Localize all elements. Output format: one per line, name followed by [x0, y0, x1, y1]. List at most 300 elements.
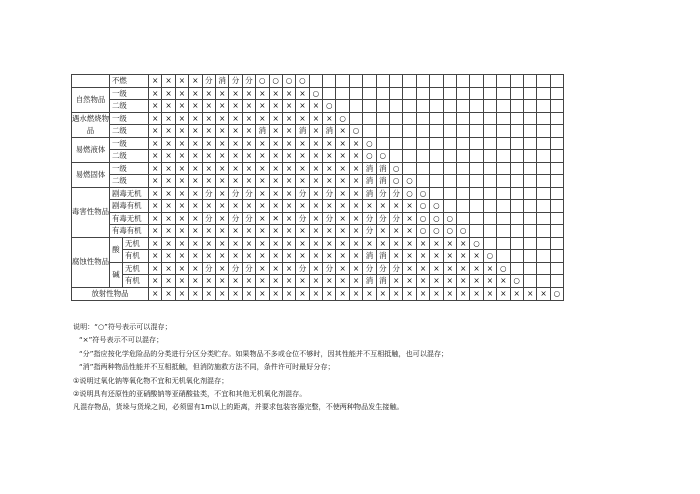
table-cell: ×	[470, 287, 483, 300]
table-cell	[497, 125, 510, 138]
table-cell: ○	[390, 175, 403, 188]
table-cell: ×	[202, 275, 215, 288]
table-cell: ○	[309, 87, 322, 100]
table-cell: ×	[323, 250, 336, 263]
table-cell: ×	[282, 150, 295, 163]
table-cell: ×	[309, 125, 322, 138]
table-cell: 分	[323, 187, 336, 200]
sub-label: 剧毒无机	[110, 187, 149, 200]
note-line: 说明：“○”符号表示可以混存；	[73, 322, 172, 331]
table-cell: ×	[175, 175, 188, 188]
table-cell: ×	[282, 200, 295, 213]
table-cell	[443, 162, 456, 175]
table-cell: ×	[390, 287, 403, 300]
table-cell: ×	[323, 287, 336, 300]
table-cell: ○	[470, 237, 483, 250]
table-cell: ×	[269, 150, 282, 163]
table-cell: ×	[456, 287, 469, 300]
table-cell: ×	[202, 112, 215, 125]
table-cell	[537, 175, 550, 188]
table-cell: ○	[256, 75, 269, 88]
table-cell	[523, 225, 536, 238]
table-cell: ×	[323, 237, 336, 250]
table-cell: ×	[242, 225, 255, 238]
sub-label: 一级	[110, 137, 149, 150]
table-cell	[470, 162, 483, 175]
table-cell: ×	[403, 250, 416, 263]
table-cell	[403, 162, 416, 175]
table-cell: ×	[269, 250, 282, 263]
table-cell	[416, 112, 429, 125]
table-cell	[537, 275, 550, 288]
table-cell: ×	[229, 225, 242, 238]
table-cell: 消	[363, 175, 376, 188]
table-cell	[456, 150, 469, 163]
table-cell: ×	[202, 225, 215, 238]
table-cell	[523, 175, 536, 188]
table-cell	[403, 137, 416, 150]
table-cell: ○	[269, 75, 282, 88]
table-cell: ×	[189, 125, 202, 138]
table-cell: ×	[189, 275, 202, 288]
table-cell: ○	[416, 225, 429, 238]
table-cell: ×	[256, 150, 269, 163]
table-cell: ×	[162, 287, 175, 300]
table-cell	[510, 112, 523, 125]
table-cell: ×	[215, 212, 228, 225]
table-cell	[470, 187, 483, 200]
table-cell: ○	[296, 75, 309, 88]
table-cell: ×	[175, 237, 188, 250]
table-cell: ×	[269, 225, 282, 238]
table-cell: ×	[282, 112, 295, 125]
table-cell: ×	[323, 275, 336, 288]
table-cell	[430, 137, 443, 150]
table-cell: ×	[215, 100, 228, 113]
table-cell: ×	[162, 225, 175, 238]
table-cell: ×	[349, 137, 362, 150]
table-cell	[443, 200, 456, 213]
table-cell: ○	[323, 100, 336, 113]
table-cell: ×	[242, 175, 255, 188]
table-cell: ×	[403, 225, 416, 238]
table-cell: ×	[416, 250, 429, 263]
table-cell	[523, 100, 536, 113]
table-cell: ×	[229, 87, 242, 100]
table-cell	[336, 75, 349, 88]
table-cell	[523, 125, 536, 138]
table-cell	[483, 175, 496, 188]
table-cell: ×	[189, 87, 202, 100]
table-cell: ○	[416, 200, 429, 213]
table-cell: ○	[510, 275, 523, 288]
table-cell	[523, 75, 536, 88]
sub-label: 无机	[123, 262, 149, 275]
table-cell	[390, 100, 403, 113]
table-cell: ×	[416, 237, 429, 250]
table-cell: ×	[149, 137, 162, 150]
table-cell: ×	[282, 175, 295, 188]
table-cell	[416, 175, 429, 188]
table-cell: ×	[229, 137, 242, 150]
table-cell: ×	[296, 200, 309, 213]
table-cell	[403, 112, 416, 125]
table-cell	[550, 175, 563, 188]
table-cell: ×	[215, 162, 228, 175]
table-cell	[510, 162, 523, 175]
table-cell: ×	[309, 137, 322, 150]
table-cell: ×	[256, 225, 269, 238]
table-cell	[376, 137, 389, 150]
table-cell: ×	[149, 212, 162, 225]
table-cell: ×	[149, 250, 162, 263]
table-cell: ×	[349, 287, 362, 300]
table-cell	[550, 112, 563, 125]
table-cell: 消	[363, 187, 376, 200]
table-cell: ×	[189, 262, 202, 275]
table-cell: ×	[443, 262, 456, 275]
table-cell	[349, 87, 362, 100]
table-cell: ×	[336, 162, 349, 175]
note-line: 凡混存物品，货垛与货垛之间，必须留有1m以上的距离，并要求包装容器完整，不使两种物品发生接触。	[73, 402, 404, 412]
table-cell: ×	[149, 187, 162, 200]
table-cell	[470, 175, 483, 188]
table-cell: ×	[483, 287, 496, 300]
table-cell: ×	[229, 100, 242, 113]
table-cell	[510, 125, 523, 138]
table-cell	[363, 100, 376, 113]
table-cell: ×	[430, 237, 443, 250]
table-cell: ×	[215, 137, 228, 150]
table-cell: ×	[162, 262, 175, 275]
table-cell: ×	[470, 262, 483, 275]
table-cell: ○	[550, 287, 563, 300]
sub-label: 无机	[123, 237, 149, 250]
table-cell: ×	[296, 150, 309, 163]
table-cell	[470, 112, 483, 125]
table-cell: ×	[256, 237, 269, 250]
table-cell	[550, 125, 563, 138]
table-row	[72, 125, 564, 138]
table-cell: ×	[189, 287, 202, 300]
table-cell: 消	[376, 250, 389, 263]
table-cell: ×	[349, 150, 362, 163]
table-cell: ×	[269, 137, 282, 150]
table-cell	[483, 212, 496, 225]
table-cell: ×	[215, 287, 228, 300]
table-cell: ×	[229, 275, 242, 288]
table-row	[72, 237, 564, 250]
table-cell: ×	[296, 87, 309, 100]
table-cell: ×	[296, 237, 309, 250]
table-cell: 分	[376, 187, 389, 200]
table-cell: ○	[336, 112, 349, 125]
table-row	[72, 262, 564, 275]
table-cell	[309, 75, 322, 88]
group-label: 放射性物品	[72, 287, 149, 300]
table-cell: ×	[162, 237, 175, 250]
table-cell	[483, 112, 496, 125]
table-cell	[523, 137, 536, 150]
table-cell	[363, 112, 376, 125]
table-cell: ×	[269, 237, 282, 250]
table-cell: ×	[162, 250, 175, 263]
table-cell: ×	[269, 200, 282, 213]
group-label: 易燃液体	[72, 137, 110, 162]
table-cell: ×	[296, 112, 309, 125]
table-cell: 分	[363, 225, 376, 238]
table-cell: ×	[215, 200, 228, 213]
sub-label: 一级	[110, 162, 149, 175]
table-cell: 消	[376, 275, 389, 288]
table-cell: ×	[416, 275, 429, 288]
table-cell: ×	[189, 112, 202, 125]
table-row	[72, 275, 564, 288]
table-cell: ×	[336, 187, 349, 200]
table-cell: ×	[269, 87, 282, 100]
table-cell: ×	[403, 237, 416, 250]
table-cell: ×	[215, 187, 228, 200]
table-cell: ×	[256, 162, 269, 175]
table-cell	[470, 150, 483, 163]
table-cell: ×	[215, 112, 228, 125]
note-line: “分”指应按化学危险品的分类进行分区分类贮存。如果物品不多或仓位不够时，因其性能并不互相抵触，也可以混存；	[79, 348, 449, 358]
table-cell: ×	[349, 175, 362, 188]
table-cell: ×	[215, 262, 228, 275]
table-cell: ×	[175, 187, 188, 200]
table-cell: 分	[296, 262, 309, 275]
table-cell	[430, 187, 443, 200]
table-cell	[483, 225, 496, 238]
table-cell: 分	[390, 212, 403, 225]
table-cell: ×	[162, 212, 175, 225]
table-cell: ×	[296, 250, 309, 263]
table-cell: ×	[296, 275, 309, 288]
table-cell: ×	[296, 225, 309, 238]
table-cell: ×	[269, 162, 282, 175]
table-cell: ×	[376, 237, 389, 250]
table-cell: ×	[162, 200, 175, 213]
table-cell: 消	[363, 275, 376, 288]
table-cell	[523, 87, 536, 100]
table-cell: ×	[430, 275, 443, 288]
table-cell: ×	[202, 287, 215, 300]
table-cell	[390, 75, 403, 88]
table-cell	[510, 225, 523, 238]
table-cell: ×	[242, 275, 255, 288]
table-cell: ×	[497, 275, 510, 288]
table-cell: ×	[189, 137, 202, 150]
table-cell: ○	[443, 225, 456, 238]
table-cell	[430, 125, 443, 138]
table-cell: ×	[376, 225, 389, 238]
table-cell: ×	[162, 187, 175, 200]
table-cell: ×	[242, 150, 255, 163]
table-cell: ×	[189, 162, 202, 175]
table-cell: ×	[336, 137, 349, 150]
table-cell: ○	[416, 212, 429, 225]
table-cell: ×	[403, 212, 416, 225]
table-cell: ○	[416, 187, 429, 200]
compatibility-table	[71, 74, 564, 301]
table-cell	[323, 87, 336, 100]
table-cell: ×	[149, 175, 162, 188]
table-cell: 消	[376, 175, 389, 188]
table-cell: ×	[175, 112, 188, 125]
table-cell: ×	[336, 237, 349, 250]
table-cell: ×	[162, 100, 175, 113]
table-cell	[497, 100, 510, 113]
table-cell: ×	[269, 175, 282, 188]
table-cell	[363, 87, 376, 100]
table-cell	[336, 87, 349, 100]
table-cell: ×	[390, 200, 403, 213]
table-cell: ×	[296, 175, 309, 188]
table-cell: 分	[242, 75, 255, 88]
table-cell	[430, 162, 443, 175]
table-cell: ×	[175, 287, 188, 300]
table-cell: ×	[282, 287, 295, 300]
table-cell	[483, 237, 496, 250]
table-cell	[550, 150, 563, 163]
sub-label: 有毒无机	[110, 212, 149, 225]
sub-label: 有毒有机	[110, 225, 149, 238]
table-cell: ×	[349, 162, 362, 175]
table-cell: ×	[309, 287, 322, 300]
table-cell: ×	[403, 275, 416, 288]
table-cell: ×	[256, 112, 269, 125]
table-cell	[456, 125, 469, 138]
table-cell	[523, 150, 536, 163]
table-cell: ×	[189, 75, 202, 88]
table-cell	[456, 175, 469, 188]
table-cell	[497, 137, 510, 150]
table-cell: ×	[430, 287, 443, 300]
table-row	[72, 225, 564, 238]
table-cell: ×	[309, 100, 322, 113]
table-cell	[390, 125, 403, 138]
table-cell: ×	[282, 250, 295, 263]
table-cell: ×	[202, 237, 215, 250]
table-cell: ×	[323, 150, 336, 163]
table-cell: ×	[256, 137, 269, 150]
table-cell	[537, 100, 550, 113]
table-cell: ×	[523, 287, 536, 300]
table-cell: ×	[443, 287, 456, 300]
table-cell: ×	[175, 200, 188, 213]
table-cell: ×	[202, 175, 215, 188]
table-cell	[483, 150, 496, 163]
table-row	[72, 137, 564, 150]
table-cell	[537, 200, 550, 213]
table-cell: ×	[189, 237, 202, 250]
table-cell	[456, 100, 469, 113]
table-cell: ×	[336, 212, 349, 225]
table-cell	[470, 87, 483, 100]
table-cell: ×	[296, 162, 309, 175]
table-cell: ×	[202, 87, 215, 100]
table-cell: ×	[336, 175, 349, 188]
table-cell: ×	[175, 87, 188, 100]
table-cell: ×	[175, 262, 188, 275]
table-cell	[443, 87, 456, 100]
table-cell	[550, 250, 563, 263]
table-cell: ×	[149, 262, 162, 275]
table-cell	[349, 100, 362, 113]
table-cell: 分	[202, 212, 215, 225]
table-cell: ×	[336, 150, 349, 163]
table-cell	[510, 75, 523, 88]
table-cell	[483, 87, 496, 100]
table-cell	[550, 75, 563, 88]
table-cell: ○	[363, 137, 376, 150]
table-cell	[550, 100, 563, 113]
table-cell: ×	[403, 287, 416, 300]
table-cell: ×	[443, 237, 456, 250]
table-cell: ×	[149, 75, 162, 88]
table-cell: ×	[175, 100, 188, 113]
table-cell: ×	[363, 237, 376, 250]
table-cell: ×	[215, 175, 228, 188]
table-cell: ×	[323, 137, 336, 150]
table-cell: ×	[349, 225, 362, 238]
table-cell: ×	[336, 200, 349, 213]
table-cell	[416, 137, 429, 150]
table-cell: ×	[242, 162, 255, 175]
table-cell: ×	[162, 87, 175, 100]
table-cell: ×	[175, 137, 188, 150]
table-cell	[376, 87, 389, 100]
group-label: 易燃固体	[72, 162, 110, 187]
table-cell	[390, 112, 403, 125]
table-cell	[363, 75, 376, 88]
group-label: 遇水燃烧物品	[72, 112, 110, 137]
table-cell	[403, 150, 416, 163]
table-cell: 消	[363, 162, 376, 175]
table-cell: ×	[309, 237, 322, 250]
table-cell: ○	[363, 150, 376, 163]
table-cell: ×	[349, 200, 362, 213]
table-cell: ×	[282, 137, 295, 150]
table-cell	[430, 150, 443, 163]
table-cell	[443, 175, 456, 188]
table-cell: ×	[256, 87, 269, 100]
table-cell	[483, 200, 496, 213]
table-cell: ✕	[269, 212, 282, 225]
table-cell: ×	[349, 262, 362, 275]
table-cell: 分	[202, 187, 215, 200]
table-cell	[430, 75, 443, 88]
table-cell: ×	[229, 150, 242, 163]
table-cell	[403, 100, 416, 113]
table-cell	[470, 137, 483, 150]
table-cell	[470, 200, 483, 213]
table-cell	[416, 162, 429, 175]
table-cell: ×	[309, 262, 322, 275]
table-cell	[497, 162, 510, 175]
table-cell	[537, 212, 550, 225]
table-cell: ×	[229, 112, 242, 125]
table-cell: ○	[430, 200, 443, 213]
table-cell	[497, 75, 510, 88]
table-cell: ×	[376, 200, 389, 213]
table-cell: ×	[202, 100, 215, 113]
group-label: 自然物品	[72, 87, 110, 112]
table-cell: 分	[229, 75, 242, 88]
table-cell	[550, 200, 563, 213]
table-cell: ×	[149, 162, 162, 175]
table-row	[72, 250, 564, 263]
